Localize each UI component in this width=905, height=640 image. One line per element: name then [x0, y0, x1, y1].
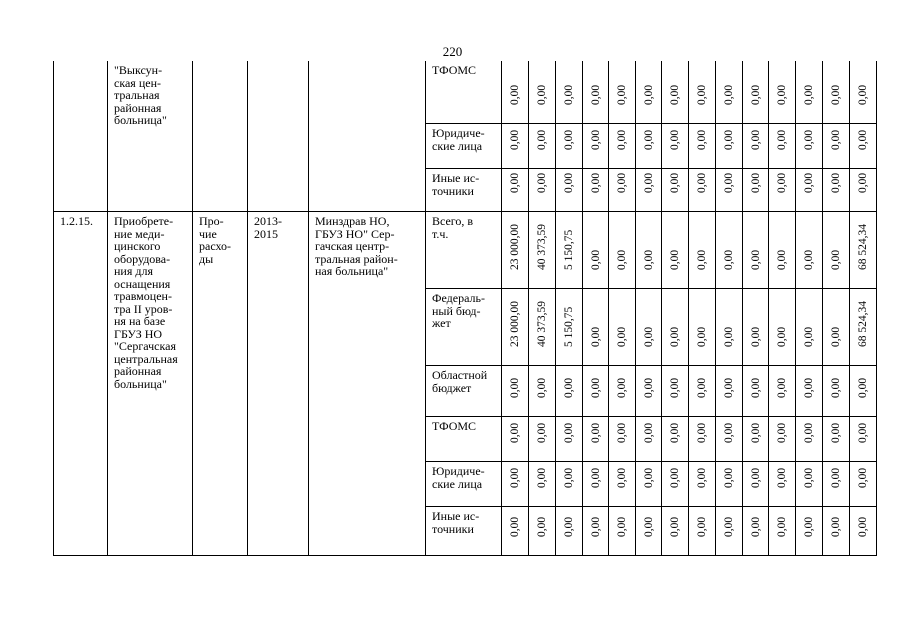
value-text: 40 373,59: [536, 224, 548, 270]
value-cell: [609, 417, 636, 462]
value-cell: [769, 124, 796, 169]
value-text: 0,00: [642, 422, 655, 443]
value-text: 0,00: [642, 129, 655, 150]
value-text: 0,00: [723, 516, 735, 537]
value-text: 0,00: [616, 84, 628, 105]
value-cell: [556, 169, 583, 212]
value-text: 0,00: [563, 422, 575, 443]
value-cell: [823, 462, 850, 507]
value-text: 0,00: [857, 467, 869, 488]
value-cell: [716, 289, 743, 366]
value-text: 0,00: [776, 129, 788, 150]
value-cell: [823, 366, 850, 417]
value-cell: [796, 462, 823, 507]
value-text: 0,00: [509, 422, 521, 443]
value-text: 0,00: [776, 249, 788, 270]
value-text: 0,00: [857, 516, 869, 537]
value-cell: [529, 507, 556, 556]
prev-number: [54, 61, 107, 64]
value-text: 0,00: [749, 249, 762, 270]
funding-source-cell: [426, 289, 502, 366]
value-text: 0,00: [830, 467, 842, 488]
value-text: 0,00: [589, 249, 602, 270]
value-cell: [716, 417, 743, 462]
funding-source-cell: [426, 169, 502, 212]
value-cell: [609, 169, 636, 212]
value-cell: [636, 417, 662, 462]
value-text: 0,00: [536, 377, 548, 398]
value-text: 0,00: [749, 326, 762, 347]
value-cell: [529, 212, 556, 289]
value-cell: [583, 462, 609, 507]
value-text: 0,00: [776, 467, 788, 488]
value-text: 0,00: [669, 516, 681, 537]
value-text: 0,00: [857, 84, 869, 105]
value-cell: [556, 212, 583, 289]
value-cell: [556, 417, 583, 462]
value-cell: [583, 212, 609, 289]
table-row: [54, 61, 877, 124]
value-text: 0,00: [669, 422, 681, 443]
value-text: 0,00: [563, 84, 575, 105]
value-cell: [662, 169, 689, 212]
value-text: 0,00: [509, 172, 521, 193]
value-cell: [796, 417, 823, 462]
value-text: 0,00: [669, 249, 681, 270]
funding-source: Иные ис- точники: [432, 171, 480, 198]
value-cell: [583, 289, 609, 366]
value-cell: [769, 366, 796, 417]
value-text: 68 524,34: [857, 224, 869, 270]
value-text: 0,00: [776, 377, 788, 398]
value-text: 0,00: [616, 377, 628, 398]
value-text: 0,00: [830, 516, 842, 537]
value-text: 0,00: [509, 467, 521, 488]
value-text: 0,00: [642, 377, 655, 398]
value-text: 0,00: [830, 172, 842, 193]
value-cell: [823, 417, 850, 462]
value-cell: [716, 212, 743, 289]
value-text: 0,00: [696, 422, 708, 443]
value-cell: [689, 507, 716, 556]
value-cell: [850, 366, 877, 417]
funding-source-cell: [426, 61, 502, 124]
value-text: 0,00: [696, 129, 708, 150]
value-cell: [743, 61, 769, 124]
value-text: 0,00: [536, 172, 548, 193]
value-text: 40 373,59: [536, 301, 548, 347]
value-cell: [609, 507, 636, 556]
value-text: 0,00: [803, 516, 815, 537]
value-text: 0,00: [669, 172, 681, 193]
funding-source-cell: [426, 124, 502, 169]
value-cell: [716, 507, 743, 556]
value-cell: [609, 366, 636, 417]
value-text: 0,00: [616, 249, 628, 270]
value-text: 0,00: [642, 249, 655, 270]
value-text: 0,00: [749, 422, 762, 443]
value-cell: [716, 169, 743, 212]
value-cell: [823, 507, 850, 556]
value-cell: [823, 124, 850, 169]
value-cell: [850, 61, 877, 124]
value-text: 0,00: [803, 172, 815, 193]
value-cell: [556, 462, 583, 507]
value-cell: [662, 61, 689, 124]
value-cell: [716, 462, 743, 507]
value-cell: [796, 169, 823, 212]
value-text: 0,00: [589, 326, 602, 347]
funding-source: Всего, в т.ч.: [432, 214, 474, 241]
value-text: 0,00: [589, 84, 602, 105]
value-text: 0,00: [723, 326, 735, 347]
value-cell: [583, 417, 609, 462]
value-text: 0,00: [616, 129, 628, 150]
value-cell: [502, 507, 529, 556]
value-text: 0,00: [616, 467, 628, 488]
value-cell: [769, 289, 796, 366]
value-text: 0,00: [723, 249, 735, 270]
value-text: 0,00: [669, 129, 681, 150]
prev-number-cell: [54, 61, 108, 212]
value-text: 0,00: [696, 249, 708, 270]
table-body: [54, 61, 877, 556]
period: 2013- 2015: [254, 214, 282, 241]
funding-source: ТФОМС: [432, 63, 477, 77]
value-text: 0,00: [589, 129, 602, 150]
value-cell: [769, 417, 796, 462]
funding-source-cell: [426, 417, 502, 462]
value-cell: [662, 366, 689, 417]
value-cell: [636, 61, 662, 124]
value-text: 0,00: [749, 172, 762, 193]
value-text: 0,00: [830, 249, 842, 270]
value-cell: [529, 417, 556, 462]
value-text: 23 000,00: [509, 301, 521, 347]
prev-period-cell: [248, 61, 309, 212]
value-cell: [769, 61, 796, 124]
value-text: 0,00: [776, 172, 788, 193]
value-cell: [583, 366, 609, 417]
prev-executor: [309, 61, 425, 64]
table-row: [54, 212, 877, 289]
value-text: 0,00: [749, 467, 762, 488]
value-cell: [689, 212, 716, 289]
value-text: 0,00: [830, 129, 842, 150]
funding-source: Иные ис- точники: [432, 509, 480, 536]
funding-source-cell: [426, 507, 502, 556]
prev-item-name: "Выксун- ская цен- тральная районная больница": [114, 63, 167, 127]
value-cell: [743, 124, 769, 169]
value-text: 0,00: [642, 516, 655, 537]
item-number: 1.2.15.: [60, 214, 93, 228]
value-text: 0,00: [803, 84, 815, 105]
item-name: Приобрете- ние меди- цинского оборудова- ния для оснащения травмоцен- тра II уров- ня на базе ГБУЗ НО "Сергачская центральная районная больница": [114, 214, 178, 391]
value-text: 0,00: [830, 84, 842, 105]
value-text: 0,00: [803, 129, 815, 150]
value-cell: [769, 169, 796, 212]
value-text: 0,00: [642, 172, 655, 193]
funding-source-cell: [426, 462, 502, 507]
value-text: 0,00: [749, 129, 762, 150]
value-cell: [636, 462, 662, 507]
value-cell: [502, 289, 529, 366]
value-cell: [502, 169, 529, 212]
value-cell: [769, 507, 796, 556]
value-text: 0,00: [776, 422, 788, 443]
prev-expense-type-cell: [193, 61, 248, 212]
value-text: 0,00: [696, 377, 708, 398]
value-cell: [583, 507, 609, 556]
value-text: 0,00: [616, 422, 628, 443]
value-cell: [689, 417, 716, 462]
value-cell: [609, 289, 636, 366]
value-cell: [529, 124, 556, 169]
value-text: 0,00: [776, 516, 788, 537]
value-text: 0,00: [509, 129, 521, 150]
value-text: 0,00: [803, 249, 815, 270]
value-cell: [850, 507, 877, 556]
value-cell: [743, 289, 769, 366]
value-text: 0,00: [642, 84, 655, 105]
funding-source-cell: [426, 366, 502, 417]
value-text: 0,00: [857, 129, 869, 150]
item-name-cell: [108, 212, 193, 556]
value-cell: [662, 212, 689, 289]
prev-expense-type: [193, 61, 247, 64]
value-cell: [662, 124, 689, 169]
value-cell: [502, 462, 529, 507]
value-text: 0,00: [723, 129, 735, 150]
value-cell: [609, 462, 636, 507]
value-cell: [823, 212, 850, 289]
value-text: 0,00: [589, 467, 602, 488]
value-cell: [796, 507, 823, 556]
funding-source: ТФОМС: [432, 419, 477, 433]
value-cell: [529, 462, 556, 507]
value-cell: [850, 417, 877, 462]
value-cell: [556, 507, 583, 556]
value-text: 0,00: [536, 467, 548, 488]
value-text: 0,00: [509, 516, 521, 537]
expense-type-cell: [193, 212, 248, 556]
value-cell: [716, 61, 743, 124]
value-cell: [502, 124, 529, 169]
value-text: 0,00: [669, 377, 681, 398]
value-text: 0,00: [563, 172, 575, 193]
value-text: 0,00: [776, 84, 788, 105]
value-text: 0,00: [803, 377, 815, 398]
value-cell: [743, 366, 769, 417]
value-text: 0,00: [536, 129, 548, 150]
value-cell: [689, 169, 716, 212]
value-text: 0,00: [616, 172, 628, 193]
value-cell: [556, 124, 583, 169]
budget-table: [53, 61, 877, 556]
value-text: 0,00: [723, 84, 735, 105]
value-cell: [556, 61, 583, 124]
value-text: 68 524,34: [857, 301, 869, 347]
value-cell: [636, 507, 662, 556]
value-cell: [662, 289, 689, 366]
value-cell: [502, 61, 529, 124]
value-text: 0,00: [616, 516, 628, 537]
value-text: 0,00: [563, 129, 575, 150]
value-text: 0,00: [857, 377, 869, 398]
value-text: 0,00: [723, 422, 735, 443]
funding-source: Юридиче- ские лица: [432, 464, 485, 491]
value-text: 5 150,75: [563, 306, 575, 347]
value-text: 0,00: [696, 326, 708, 347]
value-cell: [636, 289, 662, 366]
value-cell: [689, 289, 716, 366]
value-cell: [529, 169, 556, 212]
value-cell: [850, 289, 877, 366]
value-cell: [796, 61, 823, 124]
prev-item-name-cell: [108, 61, 193, 212]
prev-period: [248, 61, 308, 64]
value-cell: [529, 61, 556, 124]
funding-source-cell: [426, 212, 502, 289]
value-text: 0,00: [616, 326, 628, 347]
item-number-cell: [54, 212, 108, 556]
value-text: 0,00: [696, 84, 708, 105]
value-text: 0,00: [723, 377, 735, 398]
page-number: 220: [442, 44, 463, 59]
value-text: 23 000,00: [509, 224, 521, 270]
value-cell: [769, 212, 796, 289]
value-text: 0,00: [696, 172, 708, 193]
value-cell: [529, 289, 556, 366]
value-text: 0,00: [509, 377, 521, 398]
value-text: 0,00: [776, 326, 788, 347]
value-cell: [556, 366, 583, 417]
value-text: 0,00: [563, 467, 575, 488]
value-text: 0,00: [749, 516, 762, 537]
value-text: 0,00: [563, 516, 575, 537]
value-cell: [796, 366, 823, 417]
value-text: 0,00: [803, 422, 815, 443]
value-text: 0,00: [589, 172, 602, 193]
value-cell: [556, 289, 583, 366]
value-cell: [583, 169, 609, 212]
value-text: 0,00: [536, 516, 548, 537]
value-cell: [529, 366, 556, 417]
value-cell: [743, 417, 769, 462]
value-text: 0,00: [536, 422, 548, 443]
value-cell: [823, 289, 850, 366]
expense-type: Про- чие расхо- ды: [199, 214, 232, 266]
value-text: 0,00: [749, 377, 762, 398]
value-cell: [850, 462, 877, 507]
value-cell: [689, 462, 716, 507]
value-cell: [689, 366, 716, 417]
value-cell: [743, 507, 769, 556]
value-cell: [636, 366, 662, 417]
value-cell: [689, 124, 716, 169]
value-text: 0,00: [857, 172, 869, 193]
value-cell: [609, 212, 636, 289]
value-cell: [662, 417, 689, 462]
value-cell: [502, 212, 529, 289]
funding-source: Областной бюджет: [432, 368, 488, 395]
value-cell: [609, 61, 636, 124]
value-cell: [823, 61, 850, 124]
executor-cell: [309, 212, 426, 556]
value-cell: [716, 366, 743, 417]
value-text: 0,00: [536, 84, 548, 105]
value-cell: [583, 124, 609, 169]
funding-source: Федераль- ный бюд- жет: [432, 291, 485, 330]
value-cell: [743, 212, 769, 289]
value-text: 0,00: [830, 326, 842, 347]
value-text: 0,00: [830, 377, 842, 398]
value-cell: [502, 417, 529, 462]
value-text: 0,00: [509, 84, 521, 105]
value-cell: [850, 124, 877, 169]
value-cell: [743, 169, 769, 212]
value-cell: [636, 212, 662, 289]
value-text: 5 150,75: [563, 229, 575, 270]
funding-source: Юридиче- ские лица: [432, 126, 485, 153]
value-cell: [796, 124, 823, 169]
value-text: 0,00: [803, 326, 815, 347]
value-cell: [636, 124, 662, 169]
value-cell: [689, 61, 716, 124]
value-text: 0,00: [589, 422, 602, 443]
value-text: 0,00: [749, 84, 762, 105]
value-cell: [716, 124, 743, 169]
prev-executor-cell: [309, 61, 426, 212]
value-cell: [743, 462, 769, 507]
value-text: 0,00: [803, 467, 815, 488]
value-text: 0,00: [669, 467, 681, 488]
value-text: 0,00: [723, 467, 735, 488]
value-cell: [796, 289, 823, 366]
period-cell: [248, 212, 309, 556]
value-text: 0,00: [642, 326, 655, 347]
value-text: 0,00: [589, 516, 602, 537]
value-cell: [662, 507, 689, 556]
value-text: 0,00: [669, 84, 681, 105]
value-text: 0,00: [669, 326, 681, 347]
value-text: 0,00: [696, 467, 708, 488]
value-cell: [583, 61, 609, 124]
value-cell: [609, 124, 636, 169]
value-cell: [823, 169, 850, 212]
value-cell: [769, 462, 796, 507]
value-cell: [636, 169, 662, 212]
value-cell: [502, 366, 529, 417]
value-cell: [850, 212, 877, 289]
value-text: 0,00: [857, 422, 869, 443]
value-text: 0,00: [830, 422, 842, 443]
value-text: 0,00: [563, 377, 575, 398]
value-text: 0,00: [696, 516, 708, 537]
value-cell: [796, 212, 823, 289]
value-text: 0,00: [642, 467, 655, 488]
value-cell: [662, 462, 689, 507]
executor: Минздрав НО, ГБУЗ НО" Сер- гачская центр- тральная район- ная больница": [315, 214, 398, 278]
value-cell: [850, 169, 877, 212]
value-text: 0,00: [723, 172, 735, 193]
value-text: 0,00: [589, 377, 602, 398]
